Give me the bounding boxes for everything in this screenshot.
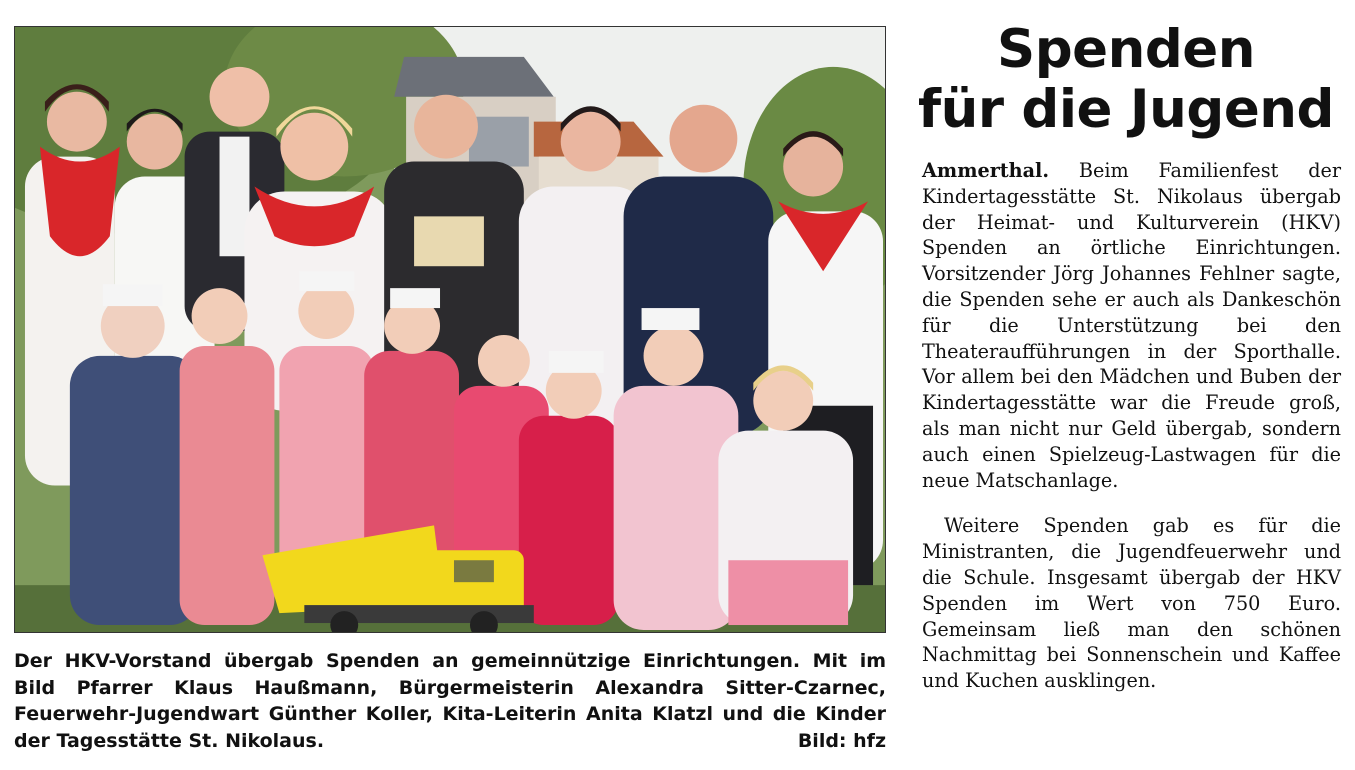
group-photo-illustration bbox=[15, 27, 885, 632]
article-photo bbox=[14, 26, 886, 633]
article-body bbox=[922, 158, 1341, 694]
photo-credit: Bild: hfz bbox=[797, 729, 886, 752]
dateline: Ammerthal. bbox=[922, 159, 1050, 182]
headline-line-2: für die Jugend bbox=[918, 79, 1334, 140]
article-paragraph-1 bbox=[922, 158, 1341, 493]
article-paragraph-2: Weitere Spenden gab es für die Ministranten, die Jugendfeuerwehr und die Schule. Insgesamt übergab der HKV Spenden im Wert von 750 Euro. Gemeinsam ließ man den schönen Nachmittag bei Sonnenschein und Kaffee und Kuchen ausklingen. bbox=[922, 514, 1341, 693]
headline-line-1: Spenden bbox=[997, 19, 1255, 80]
article-headline bbox=[906, 20, 1346, 140]
photo-caption bbox=[14, 648, 886, 754]
paragraph-1-text: Beim Familienfest der Kindertagesstätte St. Nikolaus übergab der Heimat- und Kulturverein (HKV) Spenden an örtliche Einrichtungen. Vorsitzender Jörg Johannes Fehlner sagte, die Spenden sehe er auch als Dankeschön für die Unterstützung bei den Theateraufführungen in der Sporthalle. Vor allem bei den Mädchen und Buben der Kindertagesstätte war die Freude groß, als man nicht nur Geld übergab, sondern auch einen Spielzeug-Lastwagen für die neue Matschanlage. bbox=[922, 159, 1342, 492]
caption-text: Der HKV-Vorstand übergab Spenden an gemeinnützige Einrichtungen. Mit im Bild Pfarrer Klaus Haußmann, Bürgermeisterin Alexandra Sitter-Czarnec, Feuerwehr-Jugendwart Günther Koller, Kita-Leiterin Anita Klatzl und die Kinder der Tagesstätte St. Nikolaus. bbox=[14, 650, 886, 752]
